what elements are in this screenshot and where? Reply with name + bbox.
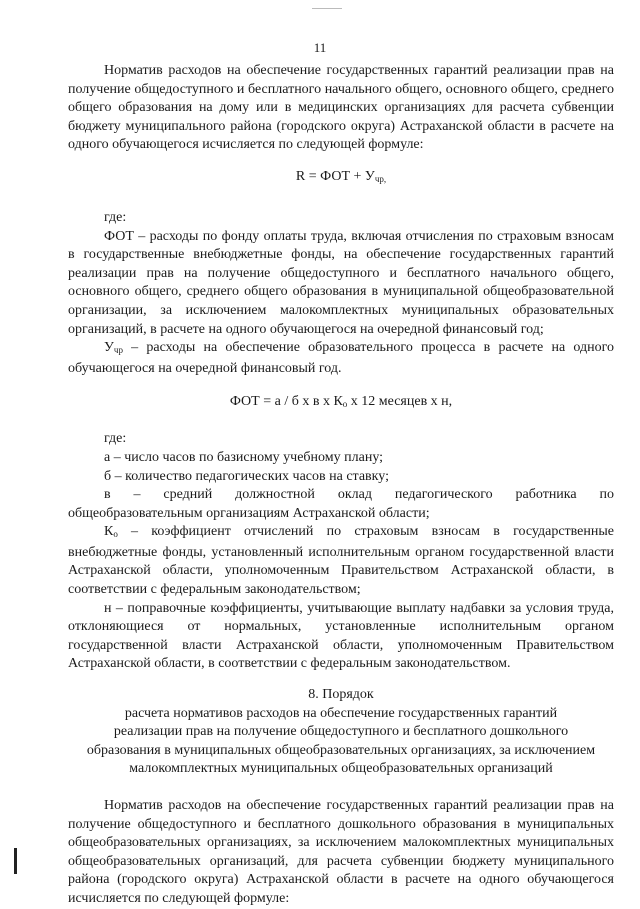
document-body bbox=[68, 62, 614, 909]
formula-fot-before: ФОТ = а / б х в х К bbox=[229, 394, 343, 410]
formula-r-main: R = ФОТ + У bbox=[295, 168, 375, 184]
section-subtitle-line-2: реализации прав на получение общедоступного и бесплатного дошкольного bbox=[113, 724, 569, 740]
section-subtitle-line-4: малокомплектных муниципальных общеобразовательных организаций bbox=[129, 761, 553, 777]
scan-mark bbox=[14, 848, 17, 874]
definition-k-text: – коэффициент отчислений по страховым взносам в государственные внебюджетные фонды, установленный исполнительным органом государственной власти Астраханской области, уполномоченным Правительством Астраханской области, в соответствии с федеральным законодательством; bbox=[68, 524, 614, 598]
paragraph-final: Норматив расходов на обеспечение государственных гарантий реализации прав на получение общедоступного и бесплатного дошкольного образования в муниципальных общеобразовательных организациях, за исключением малокомплектных муниципальных общеобразовательных организаций, для расчета субвенции бюджету муниципального района (городского округа) Астраханской области в расчете на одного обучающегося исчисляется по следующей формуле: bbox=[68, 798, 614, 906]
definition-fot: ФОТ – расходы по фонду оплаты труда, включая отчисления по страховым взносам в государственные внебюджетные фонды, на обеспечение государственных гарантий реализации прав на получение общедоступного и бесплатного начального общего, основного общего, среднего общего образования в муниципальной общеобразовательной организации, за исключением малокомплектных муниципальных образовательных организаций, в расчете на одного обучающегося на очередной финансовый год; bbox=[68, 228, 614, 337]
paragraph-intro: Норматив расходов на обеспечение государственных гарантий реализации прав на получение общедоступного и бесплатного начального общего, основного общего, среднего общего образования на дому или в медицинских организациях для расчета субвенции бюджету муниципального района (городского округа) Астраханской области в расчете на одного обучающегося исчисляется по следующей формуле: bbox=[68, 63, 614, 153]
formula-fot-after: х 12 месяцев х н, bbox=[347, 394, 453, 410]
definition-n: н – поправочные коэффициенты, учитывающие выплату надбавки за условия труда, отклоняющиеся от нормальных, установленные исполнительным органом государственной власти Астраханской области, уполномоченным Правительством Астраханской области, в соответствии с федеральным законодательством. bbox=[68, 600, 614, 672]
formula-r-sub: чр, bbox=[374, 173, 387, 184]
symbol-u: У bbox=[104, 340, 114, 356]
definition-uchr-text: – расходы на обеспечение образовательного процесса в расчете на одного обучающегося на очередной финансовый год. bbox=[68, 340, 614, 376]
formula-fot-sub: о bbox=[342, 399, 348, 410]
scan-artifact bbox=[312, 8, 342, 9]
definition-v: в – средний должностной оклад педагогического работника по общеобразовательным организациям Астраханской области; bbox=[68, 487, 614, 521]
section-subtitle-line-1: расчета нормативов расходов на обеспечение государственных гарантий bbox=[124, 705, 558, 721]
section-subtitle-line-3: образования в муниципальных общеобразовательных организациях, за исключением bbox=[86, 742, 596, 758]
section-title: 8. Порядок bbox=[308, 687, 374, 703]
definition-a: а – число часов по базисному учебному плану; bbox=[104, 449, 384, 465]
definition-b: б – количество педагогических часов на ставку; bbox=[104, 468, 389, 484]
formula-r bbox=[68, 167, 614, 189]
definition-k bbox=[68, 523, 614, 599]
page-number: 11 bbox=[313, 40, 327, 55]
where-label-1: где: bbox=[104, 209, 127, 225]
symbol-k-sub: о bbox=[113, 529, 118, 540]
where-label-2: где: bbox=[104, 431, 127, 447]
definition-uchr bbox=[68, 339, 614, 378]
formula-fot bbox=[68, 392, 614, 414]
section-heading bbox=[68, 686, 614, 779]
symbol-u-sub: чр bbox=[113, 345, 123, 356]
symbol-k: К bbox=[104, 524, 114, 540]
